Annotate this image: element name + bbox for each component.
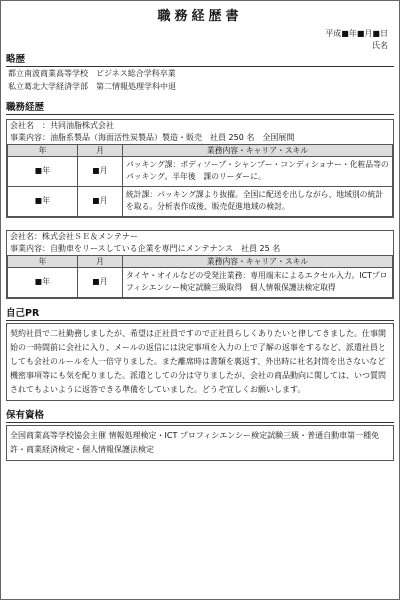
education-heading: 略歴 [6, 53, 394, 67]
company-business: 事業内容：油脂系製品（海面活性炭製品）製造・販売 社員 250 名 全国展開 [10, 133, 295, 142]
company-block [6, 230, 394, 299]
date-line: 平成■年■月■日 [325, 29, 388, 38]
company-name: 会社名：株式会社ＳＥ＆メンテナー [10, 231, 138, 241]
career-heading: 職務経歴 [6, 101, 394, 115]
pr-text: 契約社員で二社勤務しましたが、希望は正社員ですので正社員らしくありたいと律してきました。仕事開始の一時間前に会社に入り、メールの返信には決定事項を入力の上で了解の返事をするなど、派遣社員としても会社のルールを人一倍守りました。また離席時は書類を裏返す、外出時に社名封筒を出さないなど機密事項等にも気を配りました。派遣としての分は守りましたが、会社の商品動向に関しては、いつ質問されてもよいように返答できる準備をしていました。どうぞ宜しくお願いします。 [6, 323, 394, 401]
company-name: 会社名 ：共同油脂株式会社 [10, 121, 114, 130]
table-row [8, 157, 393, 187]
qualifications-text: 全国商業高等学校協会主催 情報処理検定・ICT プロフィシエンシー検定試験三級・普通自動車第一種免許・商業経済検定・個人情報保護法検定 [6, 425, 394, 461]
row-month: ■月 [78, 267, 123, 297]
page-title: 職務経歴書 [157, 9, 243, 24]
row-desc: タイヤ・オイルなどの受発注業務：専用端末によるエクセル入力。ICTプロフィシエンシー検定試験三級取得 個人情報保護法検定取得 [123, 267, 393, 297]
col-year: 年 [8, 255, 78, 267]
col-year: 年 [8, 145, 78, 157]
row-desc: 統計課：パッキング課より抜擢。全国に配送を出しながら、地域別の統計を取る。分析表作成後、販売促進地域の検討。 [123, 186, 393, 216]
table-row [8, 186, 393, 216]
qualifications-heading: 保有資格 [6, 409, 394, 423]
col-month: 月 [78, 145, 123, 157]
company-business: 事業内容：自動車をリースしている企業を専門にメンテナンス 社員 25 名 [10, 243, 281, 253]
row-month: ■月 [78, 186, 123, 216]
career-table [7, 255, 393, 298]
row-year: ■年 [8, 157, 78, 187]
col-month: 月 [78, 255, 123, 267]
row-month: ■月 [78, 157, 123, 187]
row-year: ■年 [8, 267, 78, 297]
col-content: 業務内容・キャリア・スキル [123, 145, 393, 157]
company-block [6, 119, 394, 218]
row-year: ■年 [8, 186, 78, 216]
name-label: 氏名 [372, 41, 388, 50]
col-content: 業務内容・キャリア・スキル [123, 255, 393, 267]
pr-heading: 自己PR [6, 307, 394, 321]
table-row [8, 267, 393, 297]
career-table [7, 144, 393, 217]
education-row: 私立葛北大学経済学部 第二情報処理学科中退 [8, 82, 176, 91]
education-row: 都立南波商業高等学校 ビジネス総合学科卒業 [8, 69, 176, 78]
row-desc: パッキング課：ボディソープ・シャンプー・コンディショナー・化粧品等のパッキング。半年後 課のリーダーに。 [123, 157, 393, 187]
